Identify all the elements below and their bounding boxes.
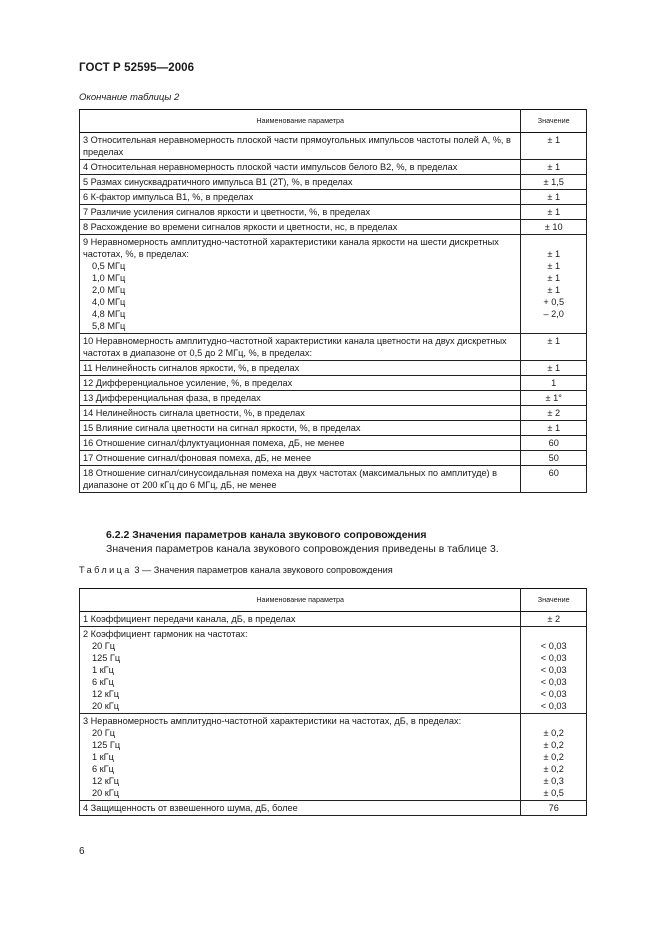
sub-item: 2,0 МГц: [92, 285, 126, 295]
column-header-name: Наименование параметра: [80, 110, 521, 133]
param-name: 3 Неравномерность амплитудно-частотной характеристики на частотах, дБ, в пределах:: [83, 716, 462, 726]
section-title: 6.2.2 Значения параметров канала звукового сопровождения: [106, 529, 427, 541]
sub-item: 1 кГц: [92, 752, 114, 762]
param-name: 14 Нелинейность сигнала цветности, %, в пределах: [80, 406, 521, 421]
sub-value: < 0,03: [540, 677, 567, 687]
table-row: [80, 190, 587, 205]
param-value: ± 1,5: [521, 175, 587, 190]
sub-value: ± 1: [547, 261, 561, 271]
param-value-group: [521, 235, 587, 334]
table-row: [80, 334, 587, 361]
param-value: ± 1: [521, 190, 587, 205]
table-row: [80, 801, 587, 816]
param-name: 17 Отношение сигнал/фоновая помеха, дБ, не менее: [80, 451, 521, 466]
table2-caption: Окончание таблицы 2: [79, 92, 180, 103]
sub-item: 5,8 МГц: [92, 321, 126, 331]
section-text: Значения параметров канала звукового сопровождения приведены в таблице 3.: [106, 543, 499, 555]
sub-value: < 0,03: [540, 653, 567, 663]
param-value: 60: [521, 466, 587, 493]
table-row: [80, 451, 587, 466]
param-name: 6 К-фактор импульса В1, %, в пределах: [80, 190, 521, 205]
table-row: [80, 133, 587, 160]
table-row: [80, 220, 587, 235]
table-header-row: [80, 589, 587, 612]
sub-item: 125 Гц: [92, 653, 121, 663]
sub-value: < 0,03: [540, 641, 567, 651]
sub-value: ± 0,2: [543, 764, 564, 774]
sub-item: 12 кГц: [92, 776, 120, 786]
table-row: [80, 627, 587, 714]
sub-item: 0,5 МГц: [92, 261, 126, 271]
table-row: [80, 205, 587, 220]
sub-value: ± 0,3: [543, 776, 564, 786]
sub-value: ± 0,2: [543, 740, 564, 750]
table-row: [80, 436, 587, 451]
column-header-name: Наименование параметра: [80, 589, 521, 612]
sub-item: 20 кГц: [92, 788, 120, 798]
param-name: 1 Коэффициент передачи канала, дБ, в пределах: [80, 612, 521, 627]
param-name: 4 Относительная неравномерность плоской части импульсов белого В2, %, в пределах: [80, 160, 521, 175]
sub-value: ± 0,2: [543, 752, 564, 762]
param-name-group: [80, 627, 521, 714]
sub-item: 20 Гц: [92, 641, 116, 651]
sub-item: 12 кГц: [92, 689, 120, 699]
sub-item: 20 Гц: [92, 728, 116, 738]
table-row: [80, 376, 587, 391]
sub-value: ± 1: [547, 285, 561, 295]
sub-item: 6 кГц: [92, 677, 114, 687]
sub-item: 6 кГц: [92, 764, 114, 774]
param-name: 13 Дифференциальная фаза, в пределах: [80, 391, 521, 406]
column-header-value: Значение: [521, 110, 587, 133]
table-row: [80, 612, 587, 627]
table-row: [80, 406, 587, 421]
param-value-group: [521, 714, 587, 801]
table-row: [80, 714, 587, 801]
table-row: [80, 466, 587, 493]
param-name: 2 Коэффициент гармоник на частотах:: [83, 629, 248, 639]
table-row: [80, 235, 587, 334]
param-value: ± 1: [521, 334, 587, 361]
table-row: [80, 391, 587, 406]
param-name: 12 Дифференциальное усиление, %, в пределах: [80, 376, 521, 391]
param-name: 16 Отношение сигнал/флуктуационная помеха, дБ, не менее: [80, 436, 521, 451]
param-value: ± 1: [521, 421, 587, 436]
table-row: [80, 175, 587, 190]
param-name: 9 Неравномерность амплитудно-частотной характеристики канала яркости на шести дискретных частотах, %, в пределах:: [83, 237, 499, 259]
sub-item: 4,8 МГц: [92, 309, 126, 319]
table3-caption: [79, 565, 393, 575]
table3-caption-text: 3 — Значения параметров канала звукового сопровождения: [134, 565, 393, 575]
param-value: 76: [521, 801, 587, 816]
sub-item: 4,0 МГц: [92, 297, 126, 307]
table-row: [80, 421, 587, 436]
param-value: 50: [521, 451, 587, 466]
sub-value: < 0,03: [540, 689, 567, 699]
table3-caption-word: Таблица: [79, 565, 132, 575]
table-row: [80, 160, 587, 175]
param-value: 1: [521, 376, 587, 391]
param-value: ± 10: [521, 220, 587, 235]
param-value: ± 1: [521, 160, 587, 175]
param-name-group: [80, 235, 521, 334]
sub-item: 1 кГц: [92, 665, 114, 675]
sub-value: < 0,03: [540, 701, 567, 711]
param-name: 4 Защищенность от взвешенного шума, дБ, более: [80, 801, 521, 816]
param-name: 8 Расхождение во времени сигналов яркости и цветности, нс, в пределах: [80, 220, 521, 235]
param-name: 11 Нелинейность сигналов яркости, %, в пределах: [80, 361, 521, 376]
table-header-row: [80, 110, 587, 133]
param-value-group: [521, 627, 587, 714]
sub-item: 125 Гц: [92, 740, 121, 750]
param-value: ± 2: [521, 612, 587, 627]
param-name: 7 Различие усиления сигналов яркости и цветности, %, в пределах: [80, 205, 521, 220]
table2: [79, 109, 587, 493]
sub-item: 20 кГц: [92, 701, 120, 711]
param-value: ± 1: [521, 361, 587, 376]
sub-value: ± 0,5: [543, 788, 564, 798]
param-name: 3 Относительная неравномерность плоской части прямоугольных импульсов частоты полей А, %, в пределах: [80, 133, 521, 160]
sub-item: 1,0 МГц: [92, 273, 126, 283]
page-number: 6: [79, 846, 85, 857]
param-value: ± 1: [521, 205, 587, 220]
sub-value: ± 1: [547, 249, 561, 259]
param-value: ± 2: [521, 406, 587, 421]
param-value: ± 1°: [521, 391, 587, 406]
param-name: 10 Неравномерность амплитудно-частотной характеристики канала цветности на двух дискретных частотах в диапазоне от 0,5 до 2 МГц, %, в пределах:: [80, 334, 521, 361]
sub-value: < 0,03: [540, 665, 567, 675]
standard-header: ГОСТ Р 52595—2006: [79, 62, 195, 74]
param-value: ± 1: [521, 133, 587, 160]
sub-value: ± 0,2: [543, 728, 564, 738]
param-value: 60: [521, 436, 587, 451]
table-row: [80, 361, 587, 376]
param-name: 15 Влияние сигнала цветности на сигнал яркости, %, в пределах: [80, 421, 521, 436]
param-name-group: [80, 714, 521, 801]
sub-value: – 2,0: [543, 309, 564, 319]
column-header-value: Значение: [521, 589, 587, 612]
table3: [79, 588, 587, 816]
sub-value: ± 1: [547, 273, 561, 283]
param-name: 5 Размах синусквадратичного импульса В1 (2Т), %, в пределах: [80, 175, 521, 190]
param-name: 18 Отношение сигнал/синусоидальная помеха на двух частотах (максимальных по амплитуде) в диапазоне от 200 кГц до 6 МГц, дБ, не менее: [80, 466, 521, 493]
sub-value: + 0,5: [543, 297, 565, 307]
